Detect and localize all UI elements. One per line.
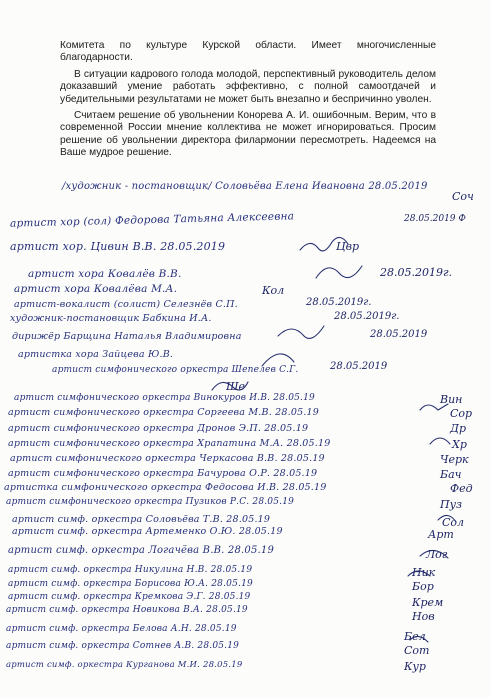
signature-entry: артистка хора Зайцева Ю.В.	[18, 349, 174, 360]
signature-entry: артист симф. оркестра Курганова М.И. 28.05.19	[6, 660, 243, 670]
paragraph-3: Считаем решение об увольнении Коноревa А. И. ошибочным. Верим, что в современной России мнение коллектива не может игнорироваться. Просим решение об увольнении директора филармонии пересмотреть. Надеемся на Ваше мудрое решение.	[60, 110, 436, 159]
signature-entry: артистка симфонического оркестра Федосова И.В. 28.05.19	[4, 482, 327, 493]
signature-entry: артист симфонического оркестра Соргеева М.В. 28.05.19	[8, 407, 320, 418]
signature-mark: Сот	[404, 644, 430, 657]
signature-mark: 28.05.2019	[330, 361, 388, 372]
signature-mark: Ник	[412, 566, 436, 579]
signature-entry: артист симф. оркестра Логачёва В.В. 28.05.19	[8, 545, 275, 556]
signature-entry: артист симфонического оркестра Пузиков Р.С. 28.05.19	[6, 497, 295, 507]
signature-mark: Соч	[452, 190, 474, 203]
signature-mark: Вин	[440, 393, 463, 406]
signature-entry: артист симфонического оркестра Черкасова В.В. 28.05.19	[10, 453, 325, 464]
paragraph-1: Комитета по культуре Курской области. Имеет многочисленные благодарности.	[60, 40, 436, 64]
signature-mark: Бел	[404, 630, 426, 643]
signature-mark: Цвр	[336, 240, 360, 253]
signature-entry: артист симф. оркестра Кремкова Э.Г. 28.05.19	[8, 592, 251, 602]
signature-mark: 28.05.2019	[370, 329, 428, 340]
signature-entry: артист симф. оркестра Белова А.Н. 28.05.19	[6, 624, 237, 634]
signature-entry: артист симф. оркестра Новикова В.А. 28.05.19	[6, 605, 248, 615]
signature-mark: Фед	[450, 482, 473, 495]
signature-mark: Сол	[442, 516, 465, 529]
signature-mark: Кур	[404, 660, 426, 673]
signature-mark: Нов	[412, 610, 435, 623]
signature-mark: Арт	[428, 528, 454, 541]
signature-mark: Кол	[262, 284, 285, 297]
signature-entry: /художник - постановщик/ Соловьёва Елена Ивановна 28.05.2019	[62, 181, 428, 192]
signature-mark: Ше	[226, 380, 246, 393]
signature-entry: артист хор (сол) Федорова Татьяна Алексеевна	[9, 210, 295, 230]
signature-entry: артист симф. оркестра Соловьёва Т.В. 28.05.19	[12, 514, 271, 525]
signature-mark: Хр	[452, 438, 467, 451]
signature-mark: Бор	[412, 580, 434, 593]
signature-entry: артист симф. оркестра Борисова Ю.А. 28.05.19	[8, 579, 253, 589]
signature-entry: артист симфонического оркестра Дронов Э.П. 28.05.19	[8, 423, 309, 434]
signature-entry: артист симфонического оркестра Шепелев С.Г.	[52, 365, 299, 375]
signature-entry: артист симфонического оркестра Винокуров И.В. 28.05.19	[14, 393, 315, 403]
signature-mark: Др	[450, 422, 466, 435]
signature-entry: артист симф. оркестра Артеменко О.Ю. 28.05.19	[12, 526, 283, 537]
signature-entry: артист хор. Цивин В.В. 28.05.2019	[10, 240, 226, 253]
signature-entry: артист хора Ковалёва М.А.	[14, 283, 178, 295]
signature-mark: Пуз	[440, 498, 462, 511]
signature-entry: артист хора Ковалёв В.В.	[28, 268, 182, 280]
signature-entry: артист симф. оркестра Сотнев А.В. 28.05.19	[6, 641, 240, 651]
signature-mark: Черк	[440, 453, 469, 466]
signature-mark: Крем	[412, 596, 444, 609]
signature-entry: артист симф. оркестра Никулина Н.В. 28.05.19	[8, 565, 253, 575]
signature-mark: 28.05.2019 Ф	[404, 214, 466, 224]
paragraph-2: В ситуации кадрового голода молодой, перспективный руководитель делом доказавший умение работать эффективно, с полной самоотдачей и убедительными результатами не может быть внезапно и беспричинно уволен.	[60, 68, 436, 105]
signature-entry: дирижёр Барщина Наталья Владимировна	[12, 331, 242, 342]
signature-mark: Сор	[450, 407, 473, 420]
signature-mark: Бач	[440, 468, 462, 481]
signature-entry: художник-постановщик Бабкина И.А.	[10, 313, 212, 324]
signature-mark: 28.05.2019г.	[380, 266, 453, 279]
signature-mark: 28.05.2019г.	[306, 297, 372, 308]
signature-entry: артист-вокалист (солист) Селезнёв С.П.	[14, 299, 238, 310]
signature-entry: артист симфонического оркестра Храпатина М.А. 28.05.19	[8, 438, 331, 449]
signature-mark: Лог	[426, 548, 448, 561]
signature-mark: 28.05.2019г.	[334, 311, 400, 322]
signature-entry: артист симфонического оркестра Бачурова О.Р. 28.05.19	[8, 468, 318, 479]
